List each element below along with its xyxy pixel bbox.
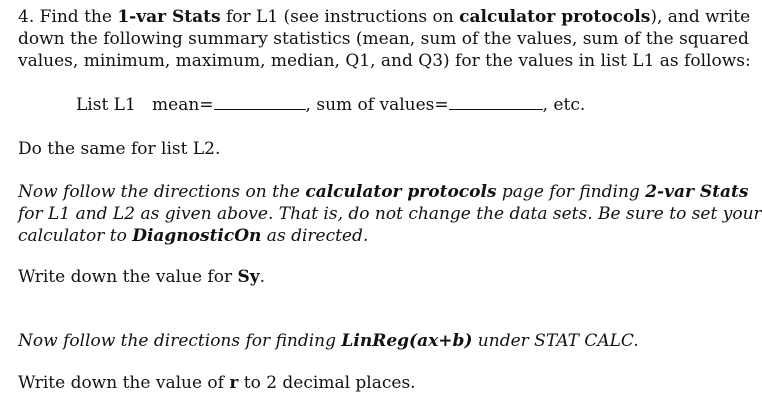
q4-line-1-post: ), and write bbox=[650, 7, 751, 27]
example-separator: , bbox=[305, 95, 311, 115]
two-var-line-1-pre: Now follow the directions on the bbox=[18, 182, 306, 202]
q4-example-line bbox=[76, 94, 585, 116]
two-var-line-3-post: as directed. bbox=[261, 226, 369, 246]
sy-label: Sy bbox=[237, 267, 260, 287]
sum-blank bbox=[449, 94, 543, 110]
two-var-line-3 bbox=[18, 225, 368, 247]
diagnostic-on: DiagnosticOn bbox=[132, 226, 262, 246]
linreg-pre: Now follow the directions for finding bbox=[18, 331, 342, 351]
two-var-line-2 bbox=[18, 203, 762, 225]
q4-line-3: values, minimum, maximum, median, Q1, and Q3) for the values in list L1 as follows: bbox=[18, 51, 751, 71]
two-var-line-2-text: for L1 and L2 as given above. That is, do not change the data sets. Be sure to set your bbox=[18, 204, 762, 224]
q4-1var-stats: 1-var Stats bbox=[117, 7, 221, 27]
two-var-line-1-mid: page for finding bbox=[496, 182, 646, 202]
q4-line-1-mid: for L1 (see instructions on bbox=[220, 7, 460, 27]
q4-line-1 bbox=[18, 6, 750, 28]
sy-pre: Write down the value for bbox=[18, 267, 238, 287]
r-pre: Write down the value of bbox=[18, 373, 230, 393]
etc-label: , etc. bbox=[542, 95, 586, 115]
sy-post: . bbox=[259, 267, 266, 287]
two-var-stats: 2-var Stats bbox=[645, 182, 749, 202]
r-post: to 2 decimal places. bbox=[238, 373, 416, 393]
sy-line bbox=[18, 266, 265, 288]
two-var-line-1 bbox=[18, 181, 748, 203]
linreg-label: LinReg(ax+b) bbox=[341, 331, 473, 351]
r-label: r bbox=[229, 373, 239, 393]
same-l2-line: Do the same for list L2. bbox=[18, 139, 221, 159]
q4-calculator-protocols: calculator protocols bbox=[459, 7, 651, 27]
two-var-calculator-protocols: calculator protocols bbox=[305, 182, 497, 202]
two-var-line-3-pre: calculator to bbox=[18, 226, 133, 246]
linreg-line bbox=[18, 330, 639, 352]
q4-line-2: down the following summary statistics (mean, sum of the values, sum of the squared bbox=[18, 29, 749, 49]
mean-blank bbox=[214, 94, 306, 110]
linreg-post: under STAT CALC. bbox=[472, 331, 639, 351]
list-l1-label: List L1 bbox=[76, 95, 136, 115]
q4-line-1-pre: 4. Find the bbox=[18, 7, 118, 27]
r-value-line bbox=[18, 372, 416, 394]
sum-label: sum of values= bbox=[316, 95, 449, 115]
mean-label: mean= bbox=[152, 95, 214, 115]
